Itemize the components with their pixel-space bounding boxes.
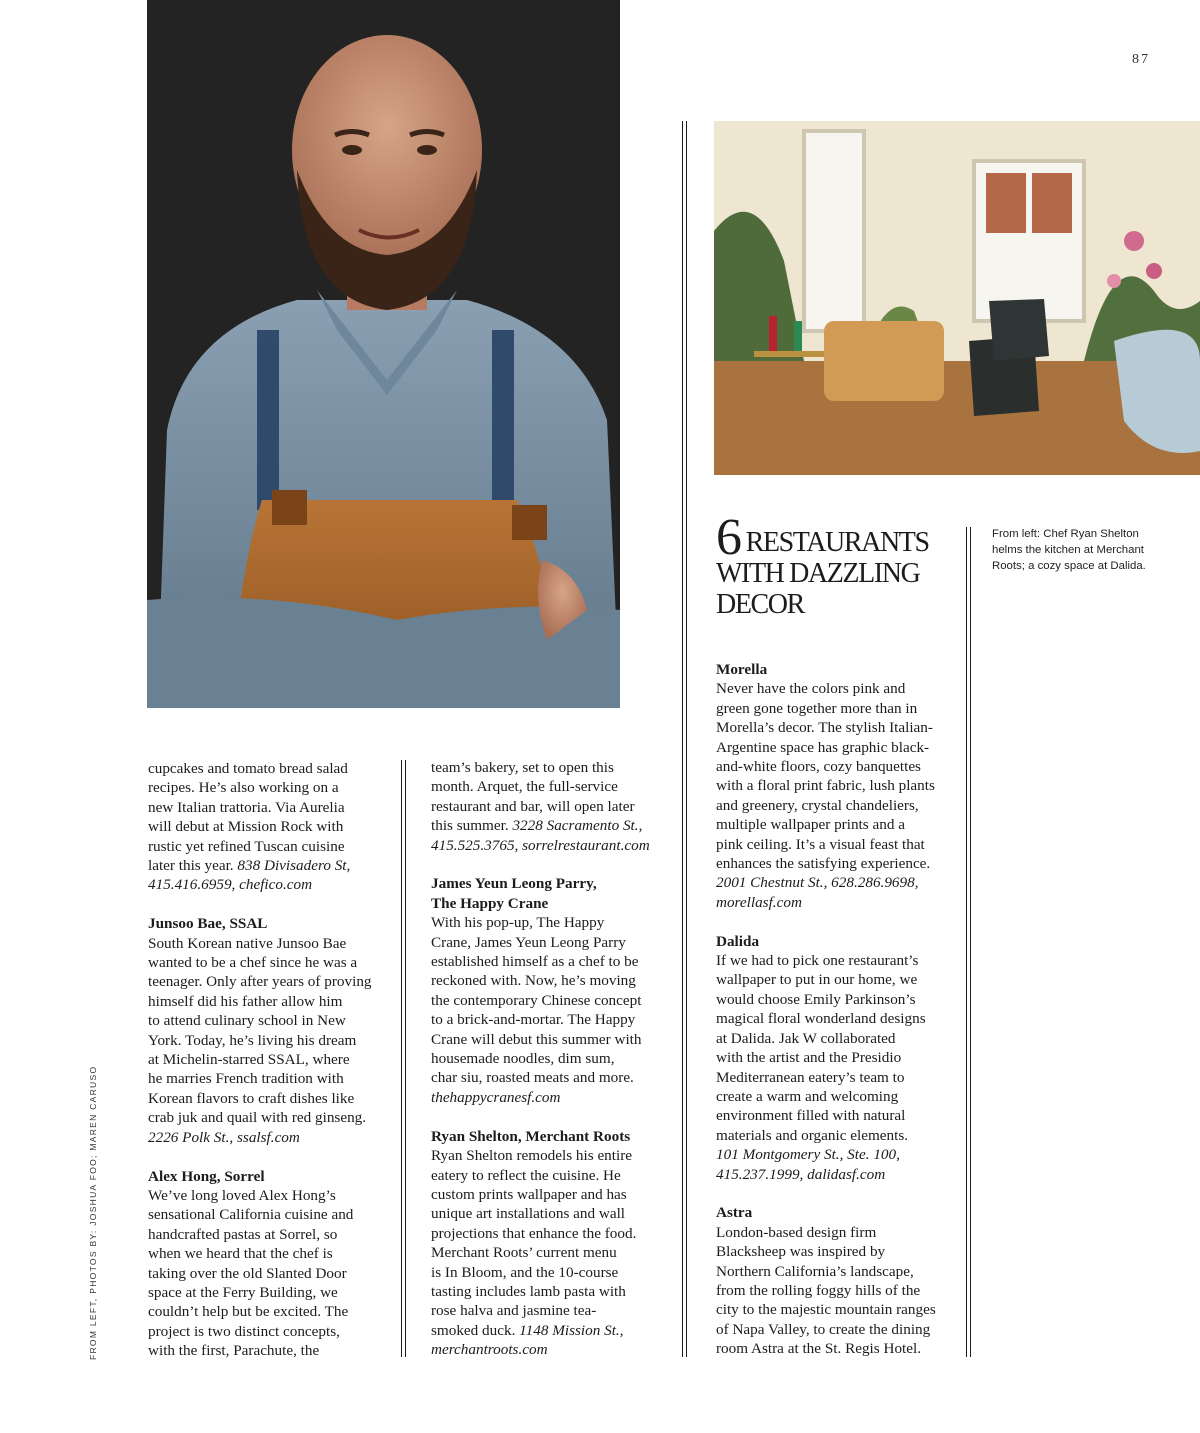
text-line: cupcakes and tomato bread salad bbox=[148, 760, 348, 777]
text-line: unique art installations and wall bbox=[431, 1205, 626, 1223]
text-line: Korean flavors to craft dishes like bbox=[148, 1089, 355, 1107]
text-line: will debut at Mission Rock with bbox=[148, 818, 344, 836]
col1-alex-body bbox=[148, 1186, 384, 1361]
address-line bbox=[148, 1128, 384, 1147]
col2-ryan-body bbox=[431, 1146, 661, 1359]
text-line: to a brick-and-mortar. The Happy bbox=[431, 1011, 636, 1029]
article-column-1 bbox=[148, 759, 384, 1361]
text-line: and greenery, crystal chandeliers, bbox=[716, 796, 919, 814]
article-column-3 bbox=[716, 660, 948, 1359]
text-line: taking over the old Slanted Door bbox=[148, 1264, 347, 1282]
text-line: custom prints wallpaper and has bbox=[431, 1185, 627, 1203]
address: 415.416.6959, chefico.com bbox=[148, 876, 313, 894]
text-line: London-based design firm bbox=[716, 1223, 877, 1241]
text-line: Northern California’s landscape, bbox=[716, 1262, 914, 1280]
text-line: projections that enhance the food. bbox=[431, 1224, 637, 1242]
text-line: York. Today, he’s living his dream bbox=[148, 1031, 357, 1049]
text-line: If we had to pick one restaurant’s bbox=[716, 952, 919, 970]
text-line: enhances the satisfying experience. bbox=[716, 855, 931, 873]
text-line: new Italian trattoria. Via Aurelia bbox=[148, 798, 345, 816]
col1-intro bbox=[148, 759, 384, 895]
section-heading-dalida: Dalida bbox=[716, 932, 760, 950]
section-heading-astra: Astra bbox=[716, 1204, 753, 1222]
address-line bbox=[716, 893, 948, 912]
address: morellasf.com bbox=[716, 893, 802, 911]
address: thehappycranesf.com bbox=[431, 1088, 561, 1106]
col2-intro bbox=[431, 758, 661, 855]
text-line: space at the Ferry Building, we bbox=[148, 1283, 338, 1301]
text-line: with a floral print fabric, lush plants bbox=[716, 777, 935, 795]
address-line bbox=[431, 1088, 661, 1107]
text-line: at Dalida. Jak W collaborated bbox=[716, 1029, 896, 1047]
col3-morella-body bbox=[716, 679, 948, 912]
address-line bbox=[716, 1145, 948, 1164]
section-heading-alex: Alex Hong, Sorrel bbox=[148, 1167, 265, 1185]
photo-caption: From left: Chef Ryan Shelton helms the kitchen at Merchant Roots; a cozy space at Dalida. bbox=[992, 528, 1146, 572]
text-line: of Napa Valley, to create the dining bbox=[716, 1320, 931, 1338]
text-line: he marries French tradition with bbox=[148, 1070, 344, 1088]
text-line: recipes. He’s also working on a bbox=[148, 779, 339, 797]
headline-line2: WITH DAZZLING bbox=[716, 558, 920, 589]
text-line: char siu, roasted meats and more. bbox=[431, 1069, 634, 1087]
interior-photo-dalida bbox=[714, 121, 1200, 475]
address: 838 Divisadero St, bbox=[237, 857, 351, 875]
text-line: crab juk and quail with red ginseng. bbox=[148, 1109, 367, 1127]
text-line: project is two distinct concepts, bbox=[148, 1322, 340, 1340]
text-line: housemade noodles, dim sum, bbox=[431, 1050, 615, 1068]
address-line bbox=[431, 836, 661, 855]
col3-dalida-body bbox=[716, 951, 948, 1184]
text-line: with the first, Parachute, the bbox=[148, 1342, 320, 1360]
text-line: wallpaper to put in our home, we bbox=[716, 971, 918, 989]
text-line: South Korean native Junsoo Bae bbox=[148, 934, 347, 952]
text-line: team’s bakery, set to open this bbox=[431, 759, 614, 776]
text-line: Ryan Shelton remodels his entire bbox=[431, 1147, 633, 1165]
col1-junsoo-body bbox=[148, 934, 384, 1147]
text-line: to attend culinary school in New bbox=[148, 1012, 346, 1030]
article-column-2 bbox=[431, 758, 661, 1360]
section-heading-ryan: Ryan Shelton, Merchant Roots bbox=[431, 1127, 631, 1145]
address: 415.237.1999, dalidasf.com bbox=[716, 1165, 886, 1183]
address: merchantroots.com bbox=[431, 1341, 548, 1359]
text-line: city to the majestic mountain ranges bbox=[716, 1301, 936, 1319]
text-line: the contemporary Chinese concept bbox=[431, 991, 642, 1009]
photo-credit: FROM LEFT, PHOTOS BY: JOSHUA FOO; MAREN CARUSO bbox=[88, 1065, 98, 1360]
text-line: wanted to be a chef since he was a bbox=[148, 954, 358, 972]
text-segment: smoked duck. bbox=[431, 1321, 520, 1339]
address: 2001 Chestnut St., 628.286.9698, bbox=[716, 874, 919, 892]
text-line: Morella’s decor. The stylish Italian- bbox=[716, 719, 933, 737]
text-segment: this summer. bbox=[431, 817, 513, 835]
text-line: With his pop-up, The Happy bbox=[431, 914, 605, 932]
headline-line1: RESTAURANTS bbox=[745, 527, 929, 558]
text-line: rustic yet refined Tuscan cuisine bbox=[148, 837, 345, 855]
text-line: Argentine space has graphic black- bbox=[716, 738, 930, 756]
text-line: Mediterranean eatery’s team to bbox=[716, 1068, 905, 1086]
text-line: himself did his father allow him bbox=[148, 992, 343, 1010]
section-heading-junsoo: Junsoo Bae, SSAL bbox=[148, 915, 268, 933]
text-segment: later this year. bbox=[148, 857, 238, 875]
column-rule-3 bbox=[966, 527, 971, 1357]
address-line bbox=[716, 873, 948, 892]
text-line: We’ve long loved Alex Hong’s bbox=[148, 1186, 336, 1204]
text-line: Never have the colors pink and bbox=[716, 680, 906, 698]
text-line: from the rolling foggy hills of the bbox=[716, 1281, 921, 1299]
text-line: create a warm and welcoming bbox=[716, 1087, 899, 1105]
chef-portrait-photo bbox=[147, 0, 620, 708]
text-line: magical floral wonderland designs bbox=[716, 1010, 926, 1028]
column-rule-1 bbox=[401, 760, 406, 1357]
address: 101 Montgomery St., Ste. 100, bbox=[716, 1146, 900, 1164]
text-line: at Michelin-starred SSAL, where bbox=[148, 1051, 350, 1069]
text-line: Merchant Roots’ current menu bbox=[431, 1244, 617, 1262]
address: 415.525.3765, sorrelrestaurant.com bbox=[431, 836, 650, 854]
text-line: environment filled with natural bbox=[716, 1107, 906, 1125]
section-heading-james-2: The Happy Crane bbox=[431, 894, 549, 912]
text-line bbox=[431, 816, 661, 835]
text-line: reckoned with. Now, he’s moving bbox=[431, 972, 636, 990]
text-line: multiple wallpaper prints and a bbox=[716, 816, 905, 834]
text-line: established himself as a chef to be bbox=[431, 953, 639, 971]
text-line: when we heard that the chef is bbox=[148, 1245, 333, 1263]
section-heading-james-1: James Yeun Leong Parry, bbox=[431, 875, 597, 893]
text-line: rose halva and jasmine tea- bbox=[431, 1302, 597, 1320]
text-line bbox=[148, 856, 384, 875]
text-line: eatery to reflect the cuisine. He bbox=[431, 1166, 621, 1184]
address: 1148 Mission St., bbox=[519, 1321, 624, 1339]
headline-line3: DECOR bbox=[716, 589, 804, 620]
text-line: teenager. Only after years of proving bbox=[148, 973, 372, 991]
address: 2226 Polk St., ssalsf.com bbox=[148, 1128, 300, 1146]
text-line: is In Bloom, and the 10-course bbox=[431, 1263, 619, 1281]
address: 3228 Sacramento St., bbox=[512, 817, 643, 835]
section-heading-morella: Morella bbox=[716, 661, 768, 678]
text-line: Blacksheep was inspired by bbox=[716, 1243, 886, 1261]
address-line bbox=[148, 875, 384, 894]
text-line: sensational California cuisine and bbox=[148, 1206, 354, 1224]
text-line: room Astra at the St. Regis Hotel. bbox=[716, 1340, 922, 1358]
text-line: and-white floors, cozy banquettes bbox=[716, 758, 921, 776]
text-line: month. Arquet, the full-service bbox=[431, 778, 618, 796]
col3-astra-body bbox=[716, 1223, 948, 1359]
text-line: with the artist and the Presidio bbox=[716, 1049, 902, 1067]
text-line: tasting includes lamb pasta with bbox=[431, 1282, 626, 1300]
text-line: restaurant and bar, will open later bbox=[431, 797, 635, 815]
text-line: Crane, James Yeun Leong Parry bbox=[431, 933, 626, 951]
col2-james-body bbox=[431, 913, 661, 1107]
address-line bbox=[431, 1340, 661, 1359]
column-rule-2 bbox=[682, 121, 687, 1357]
headline-number: 6 bbox=[716, 509, 740, 566]
text-line: handcrafted pastas at Sorrel, so bbox=[148, 1225, 338, 1243]
text-line: materials and organic elements. bbox=[716, 1126, 909, 1144]
page-number: 87 bbox=[1132, 52, 1150, 67]
text-line bbox=[431, 1321, 661, 1340]
text-line: green gone together more than in bbox=[716, 699, 918, 717]
headline bbox=[716, 509, 956, 620]
text-line: Crane will debut this summer with bbox=[431, 1030, 642, 1048]
text-line: pink ceiling. It’s a visual feast that bbox=[716, 835, 925, 853]
text-line: would choose Emily Parkinson’s bbox=[716, 990, 916, 1008]
text-line: couldn’t help but be excited. The bbox=[148, 1303, 349, 1321]
address-line bbox=[716, 1165, 948, 1184]
